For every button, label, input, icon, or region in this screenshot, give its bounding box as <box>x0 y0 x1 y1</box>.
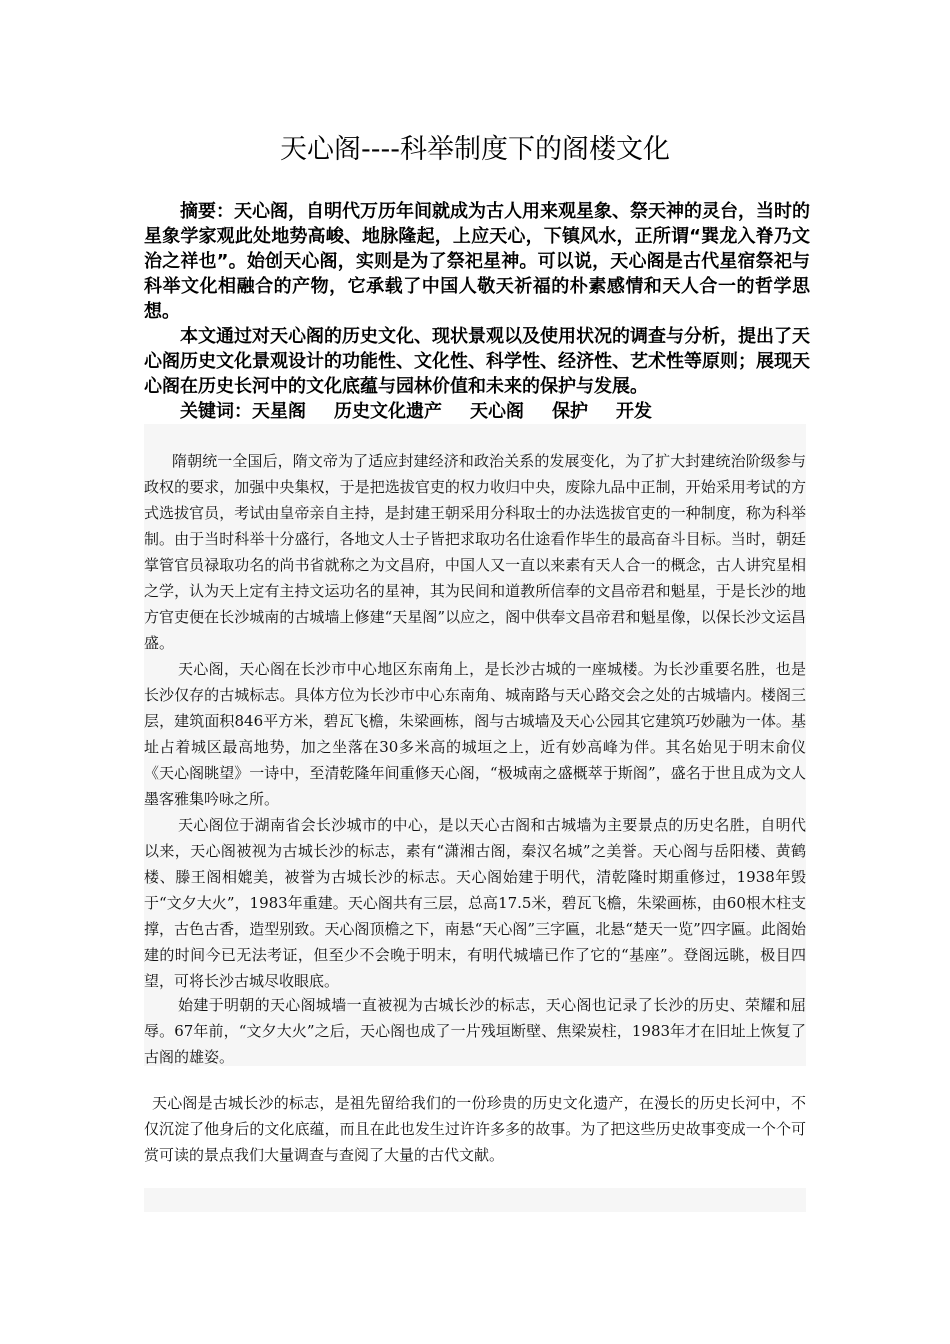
body-paragraph: 始建于明朝的天心阁城墙一直被视为古城长沙的标志，天心阁也记录了长沙的历史、荣耀和屈辱。67年前，“文夕大火”之后，天心阁也成了一片残垣断壁、焦梁炭柱，1983年才在旧址上恢复了古阁的雄姿。 <box>144 996 806 1066</box>
keyword: 保护 <box>552 401 588 422</box>
abstract-paragraph: 本文通过对天心阁的历史文化、现状景观以及使用状况的调查与分析，提出了天心阁历史文化景观设计的功能性、文化性、科学性、经济性、艺术性等原则；展现天心阁在历史长河中的文化底蕴与园林价值和未来的保护与发展。 <box>144 326 810 397</box>
abstract-section <box>144 199 810 424</box>
keyword: 开发 <box>616 401 652 422</box>
document-title: 天心阁----科举制度下的阁楼文化 <box>280 134 670 165</box>
keywords-line <box>144 399 810 424</box>
body-paragraph: 天心阁位于湖南省会长沙城市的中心，是以天心古阁和古城墙为主要景点的历史名胜，自明代以来，天心阁被视为古城长沙的标志，素有“潇湘古阁，秦汉名城”之美誉。天心阁与岳阳楼、黄鹤楼、滕王阁相媲美，被誉为古城长沙的标志。天心阁始建于明代，清乾隆时期重修过，1938年毁于“文夕大火”，1983年重建。天心阁共有三层，总高17.5米，碧瓦飞檐，朱梁画栋，由60根木柱支撑，古色古香，造型别致。天心阁顶檐之下，南悬“天心阁”三字匾，北悬“楚天一览”四字匾。此阁始建的时间今已无法考证，但至少不会晚于明末，有明代城墙已作了它的“基座”。登阁远眺，极目四望，可将长沙古城尽收眼底。 <box>144 816 806 990</box>
keyword: 天心阁 <box>470 401 524 422</box>
keywords-label: 关键词： <box>180 401 252 422</box>
abstract-paragraph: 摘要：天心阁，自明代万历年间就成为古人用来观星象、祭天神的灵台，当时的星象学家观此处地势高峻、地脉隆起，上应天心，下镇风水，正所谓“巽龙入脊乃文治之祥也”。始创天心阁，实则是为了祭祀星神。可以说，天心阁是古代星宿祭祀与科举文化相融合的产物，它承载了中国人敬天祈福的朴素感情和天人合一的哲学思想。 <box>144 201 810 322</box>
keyword: 天星阁 <box>252 401 306 422</box>
body-paragraph: 隋朝统一全国后，隋文帝为了适应封建经济和政治关系的发展变化，为了扩大封建统治阶级参与政权的要求，加强中央集权，于是把选拔官吏的权力收归中央，废除九品中正制，开始采用考试的方式选拔官员，考试由皇帝亲自主持，是封建王朝采用分科取士的办法选拔官吏的一种制度，称为科举制。由于当时科举十分盛行，各地文人士子皆把求取功名仕途看作毕生的最高奋斗目标。当时，朝廷掌管官员禄取功名的尚书省就称之为文昌府，中国人又一直以来素有天人合一的概念，古人讲究星相之学，认为天上定有主持文运功名的星神，其为民间和道教所信奉的文昌帝君和魁星，于是长沙的地方官吏便在长沙城南的古城墙上修建“天星阁”以应之，阁中供奉文昌帝君和魁星像，以保长沙文运昌盛。 <box>144 452 806 652</box>
shaded-band <box>144 1188 806 1212</box>
body-paragraph: 天心阁是古城长沙的标志，是祖先留给我们的一份珍贵的历史文化遗产，在漫长的历史长河中，不仅沉淀了他身后的文化底蕴，而且在此也发生过许许多多的故事。为了把这些历史故事变成一个个可赏可读的景点我们大量调查与查阅了大量的古代文献。 <box>144 1094 806 1164</box>
body-section <box>144 448 806 994</box>
body-paragraph: 天心阁，天心阁在长沙市中心地区东南角上，是长沙古城的一座城楼。为长沙重要名胜，也是长沙仅存的古城标志。具体方位为长沙市中心东南角、城南路与天心路交会之处的古城墙内。楼阁三层，建筑面积846平方米，碧瓦飞檐，朱梁画栋，阁与古城墙及天心公园其它建筑巧妙融为一体。基址占着城区最高地势，加之坐落在30多米高的城垣之上，近有妙高峰为伴。其名始见于明末俞仪《天心阁眺望》一诗中，至清乾隆年间重修天心阁，“极城南之盛概萃于斯阁”，盛名于世且成为文人墨客雅集吟咏之所。 <box>144 660 806 808</box>
keyword: 历史文化遗产 <box>334 401 442 422</box>
body-section <box>144 1090 806 1168</box>
body-section <box>144 992 806 1070</box>
